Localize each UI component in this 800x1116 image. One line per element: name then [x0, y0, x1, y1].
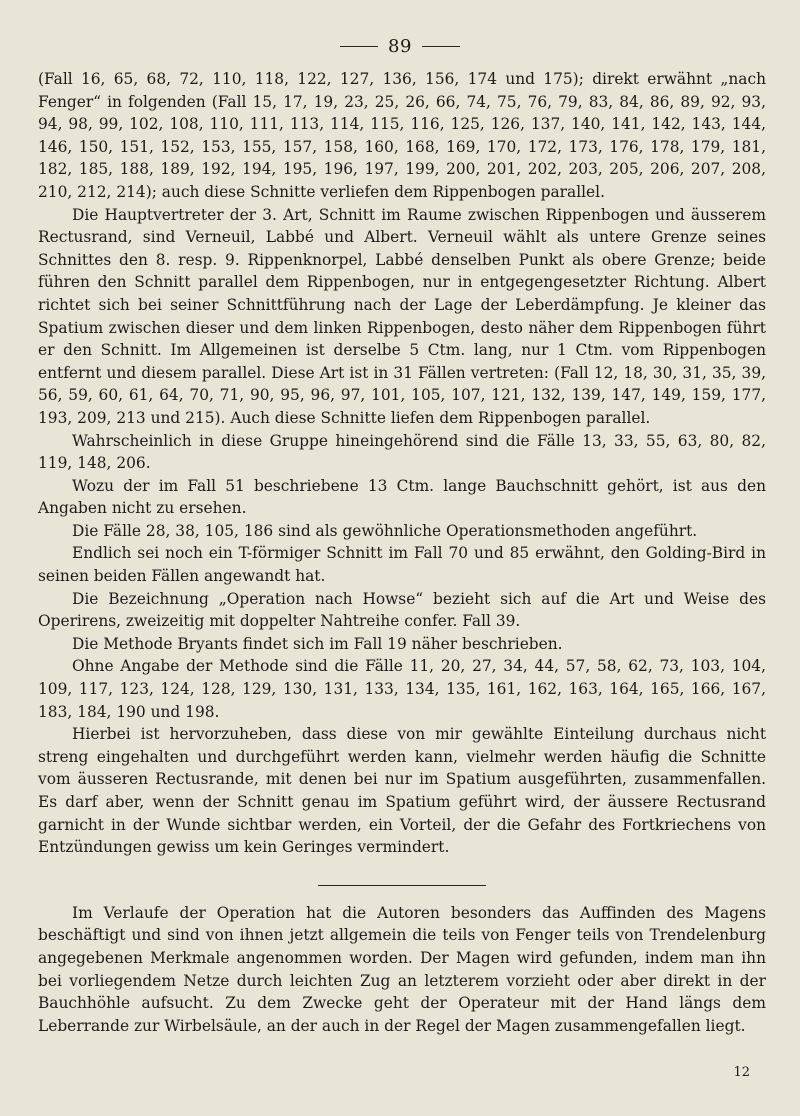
paragraph-no-method-given: Ohne Angabe der Methode sind die Fälle 11, 20, 27, 34, 44, 57, 58, 62, 73, 103, 104, 109, 117, 123, 124, 128, 129, 130, 131, 133, 134, 135, 161, 162, 163, 164, 165, 166, 167, 183, 184, 190 und 198.	[38, 657, 766, 721]
header-rule-left	[340, 46, 378, 47]
page-header	[0, 36, 800, 57]
signature-mark: 12	[733, 1065, 750, 1080]
paragraph-third-type-incision: Die Hauptvertreter der 3. Art, Schnitt im Raume zwischen Rippenbogen und äusserem Rectusrand, sind Verneuil, Labbé und Albert. Verneuil wählt als untere Grenze seines Schnittes den 8. resp. 9. Rippenknorpel, Labbé denselben Punkt als obere Grenze; beide führen den Schnitt parallel dem Rippenbogen, nur in entgegengesetzter Richtung. Albert richtet sich bei seiner Schnittführung nach der Lage der Leberdämpfung. Je kleiner das Spatium zwischen dieser und dem linken Rippenbogen, desto näher dem Rippenbogen führt er den Schnitt. Im Allgemeinen ist derselbe 5 Ctm. lang, nur 1 Ctm. vom Rippenbogen entfernt und diesem parallel. Diese Art ist in 31 Fällen vertreten: (Fall 12, 18, 30, 31, 35, 39, 56, 59, 60, 61, 64, 70, 71, 90, 95, 96, 97, 101, 105, 107, 121, 132, 139, 147, 149, 159, 177, 193, 209, 213 und 215). Auch diese Schnitte liefen dem Rippenbogen parallel.	[38, 205, 766, 427]
section-separator-rule	[318, 885, 486, 886]
paragraph-classification-note: Hierbei ist hervorzuheben, dass diese von mir gewählte Einteilung durchaus nicht streng eingehalten und durchgeführt werden kann, vielmehr werden häufig die Schnitte vom äusseren Rectusrande, mit denen bei nur im Spatium ausgeführten, zusammenfallen. Es darf aber, wenn der Schnitt genau im Spatium geführt wird, der äussere Rectusrand garnicht in der Wunde sichtbar werden, ein Vorteil, der die Gefahr des Fortkriechens von Entzündungen gewiss um kein Geringes vermindert.	[38, 725, 766, 857]
paragraph-case-list-fenger: (Fall 16, 65, 68, 72, 110, 118, 122, 127, 136, 156, 174 und 175); direkt erwähnt „nach Fenger“ in folgenden (Fall 15, 17, 19, 23, 25, 26, 66, 74, 75, 76, 79, 83, 84, 86, 89, 92, 93, 94, 98, 99, 102, 108, 110, 111, 113, 114, 115, 116, 125, 126, 137, 140, 141, 142, 143, 144, 146, 150, 151, 152, 153, 155, 157, 158, 160, 168, 169, 170, 172, 173, 176, 178, 179, 181, 182, 185, 188, 189, 192, 194, 195, 196, 197, 199, 200, 201, 202, 203, 205, 206, 207, 208, 210, 212, 214); auch diese Schnitte verliefen dem Rippenbogen parallel.	[38, 70, 766, 201]
header-rule-right	[422, 46, 460, 47]
paragraph-howse-operation: Die Bezeichnung „Operation nach Howse“ bezieht sich auf die Art und Weise des Operirens, zweizeitig mit doppelter Nahtreihe confer. Fall 39.	[38, 589, 766, 631]
paragraph-t-shaped-incision: Endlich sei noch ein T-förmiger Schnitt im Fall 70 und 85 erwähnt, den Golding-Bird in seinen beiden Fällen angewandt hat.	[38, 544, 766, 586]
page-number: 89	[388, 36, 412, 57]
paragraph-finding-stomach: Im Verlaufe der Operation hat die Autoren besonders das Auffinden des Magens beschäftigt und sind von ihnen jetzt allgemein die teils von Fenger teils von Trendelenburg angegebenen Merkmale angenommen worden. Der Magen wird gefunden, indem man ihn bei vorliegendem Netze durch leichten Zug an letzterem vorzieht oder aber direkt in der Bauchhöhle aufsucht. Zu dem Zwecke geht der Operateur mit der Hand längs dem Leberrande zur Wirbelsäule, an der auch in der Regel der Magen zusammengefallen liegt.	[38, 903, 766, 1035]
paragraph-probably-in-group: Wahrscheinlich in diese Gruppe hineingehörend sind die Fälle 13, 33, 55, 63, 80, 82, 119, 148, 206.	[38, 431, 766, 473]
paragraph-bryant-method: Die Methode Bryants findet sich im Fall 19 näher beschrieben.	[72, 634, 563, 653]
paragraph-case-51: Wozu der im Fall 51 beschriebene 13 Ctm. lange Bauchschnitt gehört, ist aus den Angaben nicht zu ersehen.	[38, 476, 766, 518]
paragraph-usual-methods: Die Fälle 28, 38, 105, 186 sind als gewöhnliche Operationsmethoden angeführt.	[72, 521, 698, 540]
body-text	[38, 68, 766, 1037]
